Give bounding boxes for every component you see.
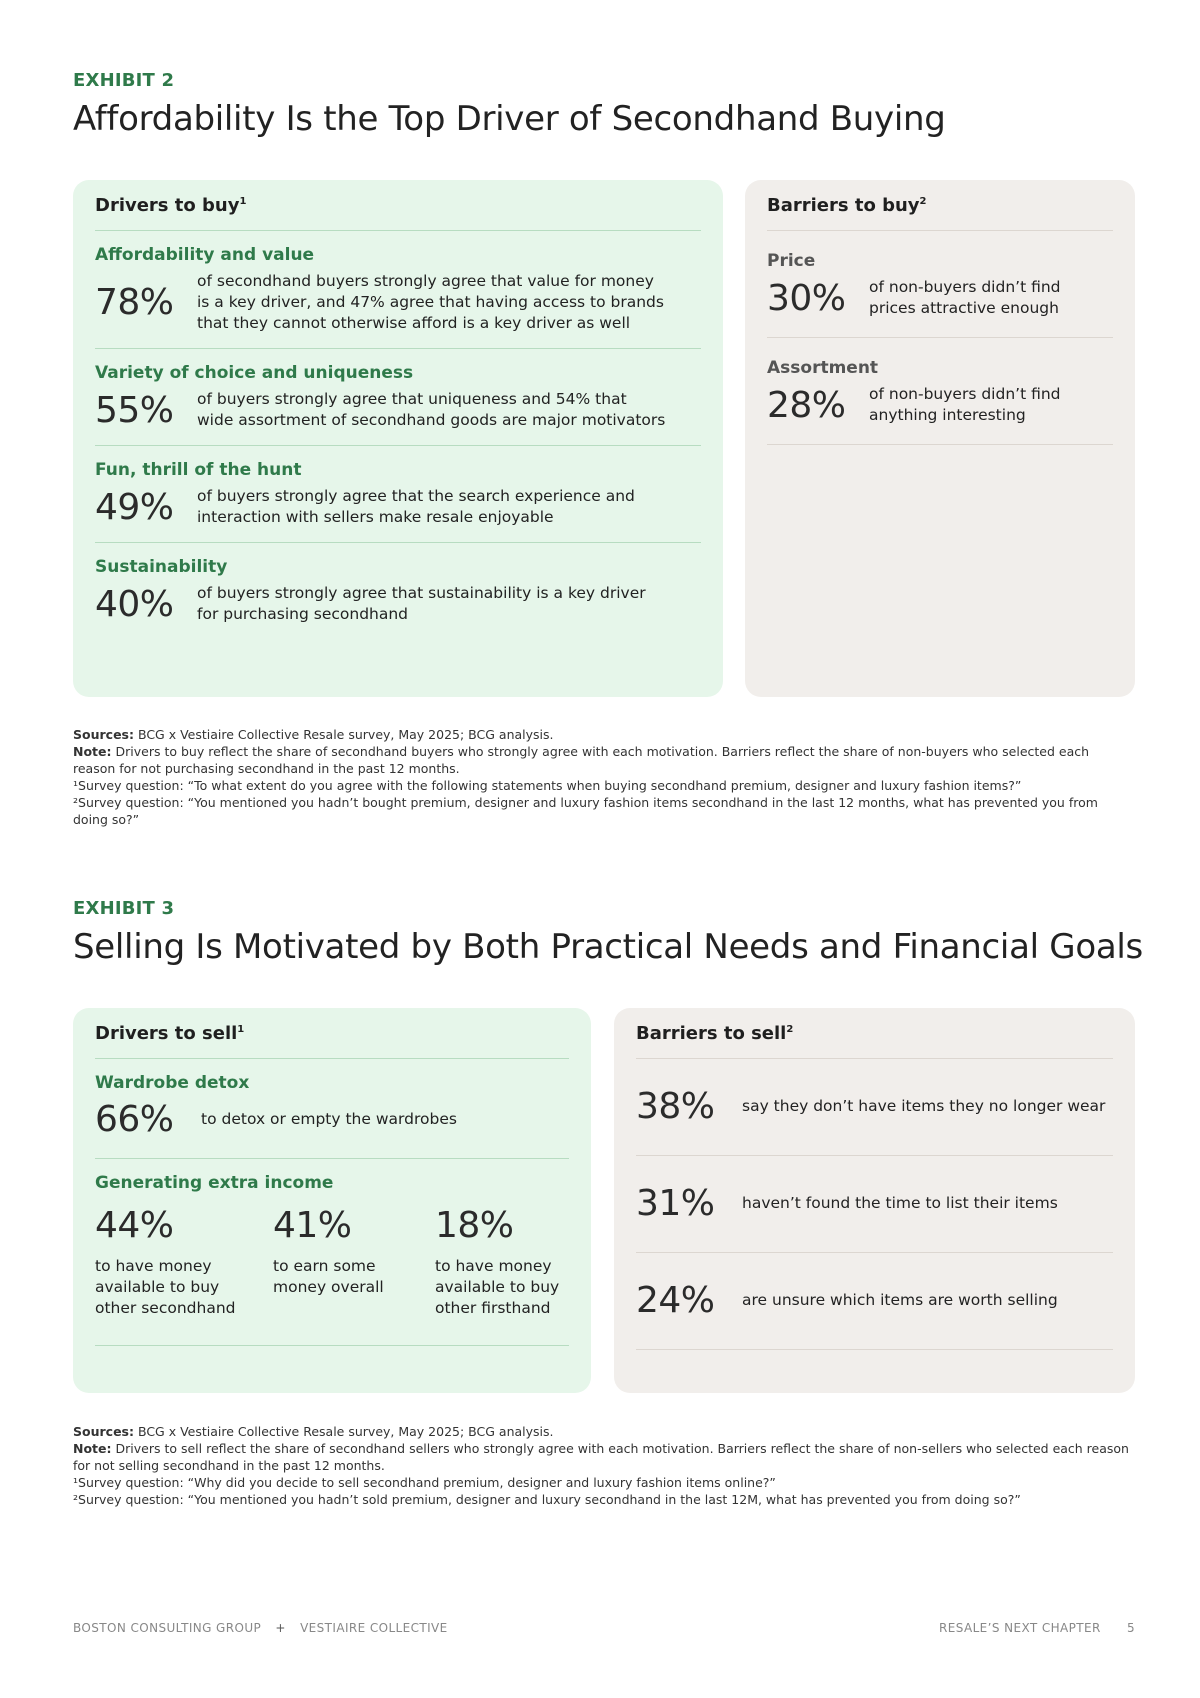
footnote-2: ²Survey question: “You mentioned you hadn’t bought premium, designer and luxury fashion items secondhand in the last 12 months, what has prevented you from doing so?”: [73, 795, 1098, 827]
exhibit-2-title: Affordability Is the Top Driver of Secondhand Buying: [73, 99, 946, 139]
barrier-row-price: Price 30% of non-buyers didn’t find prices attractive enough: [767, 231, 1113, 338]
footer-left: [73, 1621, 448, 1635]
driver-description: of buyers strongly agree that sustainability is a key driver for purchasing secondhand: [197, 584, 646, 623]
income-percent: 44%: [95, 1205, 174, 1246]
barrier-row-no-items: [636, 1059, 1113, 1156]
footnote-2: ²Survey question: “You mentioned you hadn’t sold premium, designer and luxury secondhand in the last 12M, what has prevented you from doing so?”: [73, 1492, 1021, 1507]
driver-row-affordability: Affordability and value 78% of secondhand buyers strongly agree that value for money is a key driver, and 47% agree that having access to brands that they cannot otherwise afford is a key driver as well: [95, 231, 701, 349]
driver-description: to detox or empty the wardrobes: [201, 1110, 457, 1128]
income-stat: [435, 1205, 569, 1319]
driver-percent: 40%: [95, 583, 174, 625]
driver-description: of secondhand buyers strongly agree that value for money is a key driver, and 47% agree that having access to brands that they cannot otherwise afford is a key driver as well: [197, 272, 664, 332]
exhibit-3-title: Selling Is Motivated by Both Practical Needs and Financial Goals: [73, 927, 1143, 967]
driver-description: of buyers strongly agree that the search experience and interaction with sellers make resale enjoyable: [197, 487, 635, 526]
barrier-description: say they don’t have items they no longer wear: [742, 1097, 1106, 1115]
barrier-description: of non-buyers didn’t find anything interesting: [869, 385, 1061, 424]
income-percent: 41%: [273, 1205, 352, 1246]
barriers-to-sell-heading: Barriers to sell$^2$: [636, 1008, 1113, 1059]
exhibit-3-label: EXHIBIT 3: [73, 898, 175, 919]
income-percent: 18%: [435, 1205, 514, 1246]
barrier-percent: 28%: [767, 384, 846, 426]
barriers-to-sell-panel: [614, 1008, 1135, 1393]
exhibit-3-notes: [73, 1423, 1133, 1508]
income-description: to have money available to buy other firsthand: [435, 1257, 560, 1317]
page-number: 5: [1126, 1621, 1135, 1635]
footer-separator: +: [275, 1621, 286, 1635]
driver-row-extra-income: Generating extra income 44% to have money available to buy other secondhand 41% to earn some money overall 18% to have money available to buy other firsthand: [95, 1159, 569, 1346]
sources-line: Sources: BCG x Vestiaire Collective Resale survey, May 2025; BCG analysis.: [73, 1424, 554, 1439]
footnote-1: ¹Survey question: “To what extent do you agree with the following statements when buying secondhand premium, designer and luxury fashion items?”: [73, 778, 1022, 793]
driver-row-fun: Fun, thrill of the hunt 49% of buyers strongly agree that the search experience and interaction with sellers make resale enjoyable: [95, 446, 701, 543]
barriers-to-buy-heading: Barriers to buy$^2$: [767, 180, 1113, 231]
drivers-to-sell-panel: [73, 1008, 591, 1393]
barrier-percent: 31%: [636, 1183, 715, 1224]
footnote-1: ¹Survey question: “Why did you decide to sell secondhand premium, designer and luxury fashion items online?”: [73, 1475, 776, 1490]
driver-row-variety: Variety of choice and uniqueness 55% of buyers strongly agree that uniqueness and 54% that wide assortment of secondhand goods are major motivators: [95, 349, 701, 446]
driver-row-wardrobe-detox: Wardrobe detox 66% to detox or empty the wardrobes: [95, 1059, 569, 1159]
income-stat: [273, 1205, 435, 1319]
barrier-row-assortment: Assortment 28% of non-buyers didn’t find anything interesting: [767, 338, 1113, 445]
driver-row-sustainability: Sustainability 40% of buyers strongly agree that sustainability is a key driver for purchasing secondhand: [95, 543, 701, 639]
footer-partner: VESTIAIRE COLLECTIVE: [300, 1621, 448, 1635]
footer-publisher: BOSTON CONSULTING GROUP: [73, 1621, 262, 1635]
footer-report-title: RESALE’S NEXT CHAPTER: [939, 1621, 1101, 1635]
exhibit-2-header: [73, 70, 946, 139]
income-description: to earn some money overall: [273, 1257, 384, 1296]
barriers-to-buy-panel: [745, 180, 1135, 697]
sources-line: Sources: BCG x Vestiaire Collective Resale survey, May 2025; BCG analysis.: [73, 727, 554, 742]
driver-description: of buyers strongly agree that uniqueness and 54% that wide assortment of secondhand goods are major motivators: [197, 390, 666, 429]
drivers-to-sell-heading: Drivers to sell$^1$: [95, 1008, 569, 1059]
driver-percent: 66%: [95, 1099, 174, 1140]
drivers-to-buy-panel: [73, 180, 723, 697]
driver-percent: 55%: [95, 389, 174, 431]
barrier-row-no-time: [636, 1156, 1113, 1253]
footer-right: [939, 1621, 1135, 1635]
barrier-percent: 30%: [767, 277, 846, 319]
barrier-percent: 38%: [636, 1086, 715, 1127]
barrier-row-unsure: [636, 1253, 1113, 1350]
exhibit-3-header: [73, 898, 1143, 967]
drivers-to-buy-heading: Drivers to buy$^1$: [95, 180, 701, 231]
income-description: to have money available to buy other secondhand: [95, 1257, 236, 1317]
driver-percent: 49%: [95, 486, 174, 528]
driver-percent: 78%: [95, 282, 174, 323]
barrier-percent: 24%: [636, 1280, 715, 1321]
barrier-description: haven’t found the time to list their items: [742, 1194, 1058, 1212]
note-line: Note: Drivers to sell reflect the share of secondhand sellers who strongly agree with each motivation. Barriers reflect the share of non-sellers who selected each reason for not selling secondhand in the past 12 months.: [73, 1441, 1129, 1473]
exhibit-2-notes: [73, 726, 1133, 828]
exhibit-2-label: EXHIBIT 2: [73, 70, 175, 91]
barrier-description: are unsure which items are worth selling: [742, 1291, 1058, 1309]
barrier-description: of non-buyers didn’t find prices attractive enough: [869, 278, 1061, 317]
note-line: Note: Drivers to buy reflect the share of secondhand buyers who strongly agree with each motivation. Barriers reflect the share of non-buyers who selected each reason for not purchasing secondhand in the past 12 months.: [73, 744, 1090, 776]
income-stat: [95, 1205, 273, 1319]
